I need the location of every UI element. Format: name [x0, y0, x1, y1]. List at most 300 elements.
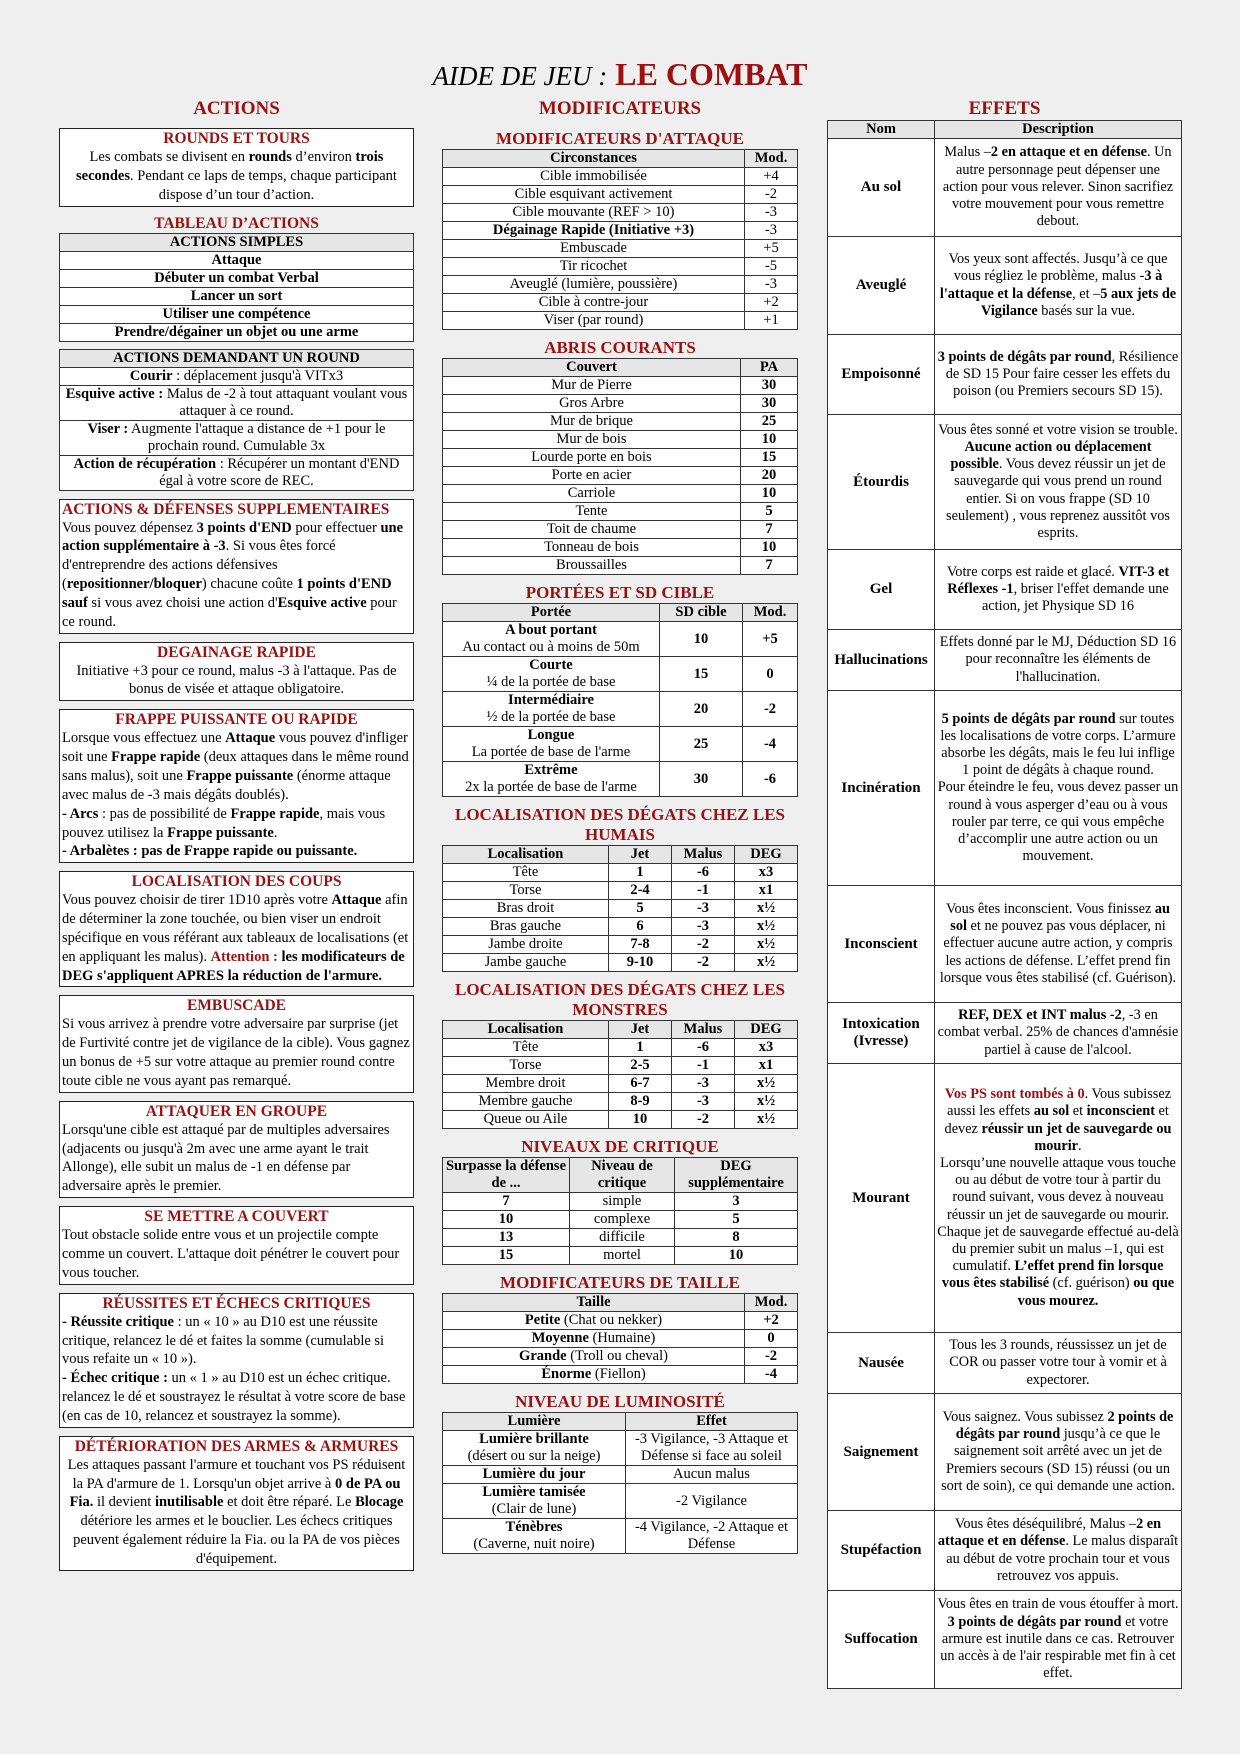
table-cell: -3: [672, 918, 735, 936]
embuscade-text: Si vous arrivez à prendre votre adversaire par surprise (jet de Furtivité contre jet de vigilance de la cible). Vous gagnez un bonus de +5 sur votre attaque au premier round contre toute cible ne vous ayant pas remarqué.: [62, 1016, 410, 1089]
modificateurs-column: [442, 98, 798, 1554]
table-row: [443, 918, 798, 936]
table-cell: 2-4: [609, 882, 672, 900]
modificateurs-heading: MODIFICATEURS: [538, 98, 702, 119]
table-cell: Mur de Pierre: [443, 377, 741, 395]
frappe-title: FRAPPE PUISSANTE OU RAPIDE: [115, 711, 358, 729]
table-row: [443, 1312, 798, 1330]
table-cell: Lumière du jour: [443, 1466, 626, 1484]
table-row: [443, 657, 798, 692]
table-header: DEG: [735, 846, 798, 864]
locs-attention: Attention :: [210, 948, 278, 965]
table-row: [443, 1229, 798, 1247]
effet-row: [828, 691, 1182, 886]
table-header: Couvert: [443, 359, 741, 377]
effet-row: [828, 139, 1182, 237]
table-header: PA: [741, 359, 798, 377]
table-row: [443, 539, 798, 557]
rounds-box: [59, 128, 414, 207]
table-cell: x½: [735, 954, 798, 972]
table-cell: +2: [745, 294, 798, 312]
table-cell: 10: [741, 485, 798, 503]
table-row: [443, 395, 798, 413]
table-cell: -3: [672, 1093, 735, 1111]
table-cell: 15: [443, 1247, 570, 1265]
table-row: [443, 1111, 798, 1129]
simples-head: ACTIONS SIMPLES: [60, 233, 414, 251]
frappe-arbaletes: - Arbalètes : pas de Frappe rapide ou puissante.: [62, 843, 358, 860]
table-cell: Bras gauche: [443, 918, 609, 936]
frappe-box: [59, 709, 414, 863]
effet-desc: Vous saignez. Vous subissez 2 points de dégâts par round jusqu’à ce que le saignement soit arrêté avec un jet de Premiers secours (SD 15) réussi (ou un sort de soin), ce qui demande une action.: [935, 1394, 1182, 1511]
table-cell: Moyenne (Humaine): [443, 1330, 745, 1348]
effet-name: Suffocation: [828, 1591, 935, 1689]
simple-action-row: Attaque: [60, 251, 414, 269]
table-cell: simple: [570, 1193, 675, 1211]
table-cell: -4: [743, 727, 798, 762]
table-cell: 7: [741, 521, 798, 539]
effet-desc: 3 points de dégâts par round, Résilience de SD 15 Pour faire cesser les effets du poison (ou Premiers secours SD 15).: [935, 335, 1182, 415]
table-cell: Gros Arbre: [443, 395, 741, 413]
table-cell: Toit de chaume: [443, 521, 741, 539]
table-cell: Torse: [443, 882, 609, 900]
table-cell: 5: [675, 1211, 798, 1229]
table-header: SD cible: [660, 604, 743, 622]
table-cell: -3: [672, 1075, 735, 1093]
table-header: Mod.: [745, 150, 798, 168]
table-cell: x½: [735, 918, 798, 936]
table-cell: Ténèbres (Caverne, nuit noire): [443, 1519, 626, 1554]
table-row: [443, 1519, 798, 1554]
table-cell: Intermédiaire ½ de la portée de base: [443, 692, 660, 727]
actions-heading: ACTIONS: [193, 98, 280, 119]
table-cell: 15: [741, 449, 798, 467]
table-cell: -6: [672, 864, 735, 882]
table-cell: 30: [660, 762, 743, 797]
table-row: [443, 882, 798, 900]
table-cell: +1: [745, 312, 798, 330]
effet-row: [828, 237, 1182, 335]
groupe-title: ATTAQUER EN GROUPE: [145, 1102, 328, 1120]
locs-text: Vous pouvez choisir de tirer 1D10 après votre Attaque afin de déterminer la zone touchée, ou bien viser un endroit spécifique en vous référant aux tableaux de localisations (et en appliquant les malus). Attention : les modificateurs de DEG s'appliquent APRES la réduction de l'armure.: [62, 892, 409, 984]
couvert-title: SE METTRE A COUVERT: [144, 1208, 329, 1226]
table-cell: -3: [745, 204, 798, 222]
table-cell: Cible mouvante (REF > 10): [443, 204, 745, 222]
supp-text: Vous pouvez dépensez 3 points d'END pour effectuer une action supplémentaire à -3. Si vous êtes forcé d'entreprendre des actions défensives (repositionner/bloquer) chacune coûte 1 points d'END sauf si vous avez choisi une action d'Esquive active pour ce round.: [62, 519, 404, 630]
table-cell: 20: [741, 467, 798, 485]
effet-desc: Vous êtes déséquilibré, Malus –2 en attaque et en défense. Le malus disparaît au début de votre prochain tour et vous retrouvez vos appuis.: [935, 1511, 1182, 1591]
table-cell: -2: [672, 936, 735, 954]
table-cell: Cible à contre-jour: [443, 294, 745, 312]
effet-name: Stupéfaction: [828, 1511, 935, 1591]
title-main: LE COMBAT: [615, 56, 808, 92]
table-cell: difficile: [570, 1229, 675, 1247]
critiques-title: RÉUSSITES ET ÉCHECS CRITIQUES: [102, 1294, 371, 1312]
table-row: [443, 258, 798, 276]
table-cell: x½: [735, 1111, 798, 1129]
frappe-text: Lorsque vous effectuez une Attaque vous pouvez d'infliger soit une Frappe rapide (deux attaques dans le même round sans malus), soit une Frappe puissante (énorme attaque avec malus de -3 mais dégâts doublés).: [62, 730, 409, 803]
table-row: [443, 1366, 798, 1384]
title-prefix: AIDE DE JEU :: [432, 61, 608, 91]
effet-desc: Vous êtes sonné et votre vision se trouble. Aucune action ou déplacement possible. Vous devez réussir un jet de sauvegarde qui vous prend un round entier. Si on vous frappe (SD 10 seulement) , vous reprenez aussitôt vos esprits.: [935, 415, 1182, 550]
table-row: [443, 1193, 798, 1211]
table-header: Mod.: [745, 1294, 798, 1312]
table-cell: x1: [735, 1057, 798, 1075]
effet-desc: Vous êtes inconscient. Vous finissez au sol et ne pouvez pas vous déplacer, ni effectuer aucune autre action, y compris les actions de défense. L’effet prend fin lorsque vous êtes stabilisé (cf. Guérison).: [935, 886, 1182, 1003]
table-row: [443, 276, 798, 294]
table-cell: 10: [741, 539, 798, 557]
table-cell: 13: [443, 1229, 570, 1247]
effets-header-desc: Description: [935, 121, 1182, 139]
table-header: Lumière: [443, 1413, 626, 1431]
lumi-title: NIVEAU DE LUMINOSITÉ: [515, 1392, 725, 1411]
table-row: [443, 204, 798, 222]
table-cell: 10: [660, 622, 743, 657]
table-header: Malus: [672, 846, 735, 864]
table-cell: 6: [609, 918, 672, 936]
supp-title: ACTIONS & DÉFENSES SUPPLEMENTAIRES: [62, 500, 390, 518]
degainage-box: [59, 642, 414, 702]
table-header: Portée: [443, 604, 660, 622]
effet-desc: Votre corps est raide et glacé. VIT-3 et Réflexes -1, briser l'effet demande une action, jet Physique SD 16: [935, 550, 1182, 630]
table-cell: 10: [609, 1111, 672, 1129]
effet-name: Saignement: [828, 1394, 935, 1511]
table-row: [443, 692, 798, 727]
effet-name: Nausée: [828, 1333, 935, 1394]
table-cell: -2 Vigilance: [626, 1484, 798, 1519]
rounds-title: ROUNDS ET TOURS: [163, 130, 310, 147]
supp-box: [59, 499, 414, 634]
effet-name: Gel: [828, 550, 935, 630]
table-row: [443, 1466, 798, 1484]
effets-column: [827, 98, 1182, 1689]
groupe-text: Lorsqu'une cible est attaqué par de multiples adversaires (adjacents ou jusqu'à 2m avec une arme ayant le trait Allonge), elle subit un malus de -1 en défense par adversaire après le premier.: [62, 1121, 390, 1195]
degainage-title: DEGAINAGE RAPIDE: [157, 643, 316, 661]
effet-name: Inconscient: [828, 886, 935, 1003]
table-cell: Bras droit: [443, 900, 609, 918]
taille-title: MODIFICATEURS DE TAILLE: [500, 1273, 740, 1292]
table-cell: Jambe gauche: [443, 954, 609, 972]
table-cell: Tir ricochet: [443, 258, 745, 276]
table-cell: x½: [735, 936, 798, 954]
effet-name: Empoisonné: [828, 335, 935, 415]
table-cell: -4: [745, 1366, 798, 1384]
lumi-table: [442, 1412, 798, 1554]
effet-name: Intoxication (Ivresse): [828, 1003, 935, 1064]
critiques-reussite: - Réussite critique : un « 10 » au D10 est une réussite critique, relancez le dé et faites la somme (cumulable si vous refaite un « 10 »).: [62, 1313, 385, 1368]
table-row: [443, 377, 798, 395]
critique-title: NIVEAUX DE CRITIQUE: [521, 1137, 719, 1156]
table-header: Effet: [626, 1413, 798, 1431]
critique-table: [442, 1157, 798, 1265]
simple-action-row: Prendre/dégainer un objet ou une arme: [60, 323, 414, 341]
taille-table: [442, 1293, 798, 1384]
table-cell: x½: [735, 1075, 798, 1093]
effets-heading: EFFETS: [968, 98, 1041, 119]
effet-desc: REF, DEX et INT malus -2, -3 en combat verbal. 25% de chances d'amnésie partiel à cause de l'alcool.: [935, 1003, 1182, 1064]
round-head: ACTIONS DEMANDANT UN ROUND: [60, 349, 414, 367]
effet-row: [828, 1394, 1182, 1511]
table-cell: Lumière brillante (désert ou sur la neige): [443, 1431, 626, 1466]
table-row: [443, 431, 798, 449]
groupe-box: [59, 1101, 414, 1198]
deterioration-text: Les attaques passant l'armure et touchant vos PS réduisent la PA d'armure de 1. Lorsqu'un objet arrive à 0 de PA ou Fia. il devient inutilisable et doit être réparé. Le Blocage détériore les armes et le bouclier. Les échecs critiques peuvent également réduire la Fia. ou la PA de vos pièces d'équipement.: [67, 1456, 406, 1567]
effet-row: [828, 1333, 1182, 1394]
table-cell: complexe: [570, 1211, 675, 1229]
table-cell: 7-8: [609, 936, 672, 954]
table-row: [443, 312, 798, 330]
table-cell: 10: [741, 431, 798, 449]
deterioration-title: DÉTÉRIORATION DES ARMES & ARMURES: [74, 1437, 399, 1455]
table-cell: -2: [745, 186, 798, 204]
effet-desc: Vous êtes en train de vous étouffer à mort. 3 points de dégâts par round et votre armure est inutile dans ce cas. Retrouver un accès à de l'air respirable met fin à cet effet.: [935, 1591, 1182, 1689]
effet-name: Hallucinations: [828, 630, 935, 691]
table-cell: 1: [609, 1039, 672, 1057]
effet-desc: 5 points de dégâts par round sur toutes les localisations de votre corps. L’armure absorbe les dégâts, mais le feu lui inflige 1 point de dégâts à chaque round. Pour éteindre le feu, vous devez passer un round à vous asperger d’eau ou à vous rouler par terre, ce qui vous empêche d’accomplir une autre action ou un mouvement.: [935, 691, 1182, 886]
table-row: [443, 936, 798, 954]
table-cell: Grande (Troll ou cheval): [443, 1348, 745, 1366]
table-cell: 8: [675, 1229, 798, 1247]
deterioration-box: [59, 1436, 414, 1571]
tableau-title: TABLEAU D’ACTIONS: [154, 214, 319, 232]
table-cell: Aucun malus: [626, 1466, 798, 1484]
embuscade-title: EMBUSCADE: [186, 997, 287, 1015]
table-header: DEG: [735, 1021, 798, 1039]
table-row: [443, 1484, 798, 1519]
table-cell: 3: [675, 1193, 798, 1211]
table-cell: -1: [672, 882, 735, 900]
loc-monstres-table: [442, 1020, 798, 1129]
round-action-row: Esquive active : Malus de -2 à tout attaquant voulant vous attaquer à ce round.: [60, 385, 414, 420]
locs-attention-text: les modificateurs de DEG s'appliquent APRES la réduction de l'armure.: [62, 948, 405, 984]
table-cell: Tonneau de bois: [443, 539, 741, 557]
effet-name: Mourant: [828, 1064, 935, 1333]
table-cell: x1: [735, 882, 798, 900]
table-row: [443, 294, 798, 312]
table-cell: Petite (Chat ou nekker): [443, 1312, 745, 1330]
table-cell: Lumière tamisée (Clair de lune): [443, 1484, 626, 1519]
table-cell: -4 Vigilance, -2 Attaque et Défense: [626, 1519, 798, 1554]
effets-header-nom: Nom: [828, 121, 935, 139]
frappe-arcs: - Arcs : pas de possibilité de Frappe rapide, mais vous pouvez utilisez la Frappe puissante.: [62, 805, 386, 841]
effet-name: Aveuglé: [828, 237, 935, 335]
table-row: [443, 485, 798, 503]
table-cell: Aveuglé (lumière, poussière): [443, 276, 745, 294]
table-row: [443, 222, 798, 240]
table-header: Taille: [443, 1294, 745, 1312]
effet-row: [828, 1003, 1182, 1064]
table-cell: Mur de brique: [443, 413, 741, 431]
table-header: Niveau de critique: [570, 1158, 675, 1193]
abris-table: [442, 358, 798, 575]
effet-row: [828, 1591, 1182, 1689]
effet-row: [828, 415, 1182, 550]
table-cell: 10: [675, 1247, 798, 1265]
table-header: Malus: [672, 1021, 735, 1039]
table-cell: Broussailles: [443, 557, 741, 575]
couvert-box: [59, 1206, 414, 1285]
table-cell: 9-10: [609, 954, 672, 972]
table-cell: +5: [745, 240, 798, 258]
table-header: Jet: [609, 846, 672, 864]
table-cell: -1: [672, 1057, 735, 1075]
table-cell: 15: [660, 657, 743, 692]
table-row: [443, 503, 798, 521]
actions-column: [59, 98, 414, 1571]
simple-action-row: Débuter un combat Verbal: [60, 269, 414, 287]
table-row: [443, 954, 798, 972]
table-cell: -2: [745, 1348, 798, 1366]
table-cell: 30: [741, 377, 798, 395]
effet-desc: Tous les 3 rounds, réussissez un jet de COR ou passer votre tour à vomir et à expectorer.: [935, 1333, 1182, 1394]
table-cell: Lourde porte en bois: [443, 449, 741, 467]
table-cell: mortel: [570, 1247, 675, 1265]
table-row: [443, 900, 798, 918]
embuscade-box: [59, 995, 414, 1092]
table-cell: Cible immobilisée: [443, 168, 745, 186]
page-title: [0, 58, 1240, 90]
effet-desc: Effets donné par le MJ, Déduction SD 16 pour reconnaître les éléments de l'hallucination.: [935, 630, 1182, 691]
effet-desc: Vos PS sont tombés à 0. Vous subissez aussi les effets au sol et inconscient et devez réussir un jet de sauvegarde ou mourir. Lorsqu’une nouvelle attaque vous touche ou au début de votre tour à partir du round suivant, vous devez à nouveau réussir un jet de sauvegarde ou mourir. Chaque jet de sauvegarde effectué au-delà du premier subit un malus –1, qui est cumulatif. L’effet prend fin lorsque vous êtes stabilisé (cf. guérison) ou que vous mourez.: [935, 1064, 1182, 1333]
couvert-text: Tout obstacle solide entre vous et un projectile compte comme un couvert. L'attaque doit pénétrer le couvert pour vous toucher.: [62, 1227, 400, 1281]
table-cell: +4: [745, 168, 798, 186]
effet-row: [828, 630, 1182, 691]
table-header: Mod.: [743, 604, 798, 622]
table-cell: Tête: [443, 864, 609, 882]
locs-box: [59, 871, 414, 987]
effet-name: Incinération: [828, 691, 935, 886]
simple-action-row: Utiliser une compétence: [60, 305, 414, 323]
table-header: Localisation: [443, 846, 609, 864]
table-cell: 10: [443, 1211, 570, 1229]
table-header: Circonstances: [443, 150, 745, 168]
simple-action-row: Lancer un sort: [60, 287, 414, 305]
round-action-row: Courir : déplacement jusqu'à VITx3: [60, 367, 414, 385]
table-cell: 20: [660, 692, 743, 727]
attaque-table: [442, 149, 798, 330]
table-row: [443, 1330, 798, 1348]
table-cell: Mur de bois: [443, 431, 741, 449]
table-cell: 7: [741, 557, 798, 575]
effet-row: [828, 335, 1182, 415]
table-row: [443, 1247, 798, 1265]
effet-name: Étourdis: [828, 415, 935, 550]
portees-title: PORTÉES ET SD CIBLE: [525, 583, 715, 602]
critiques-box: [59, 1293, 414, 1428]
table-cell: x½: [735, 900, 798, 918]
effet-row: [828, 1511, 1182, 1591]
table-cell: Jambe droite: [443, 936, 609, 954]
locs-title: LOCALISATION DES COUPS: [131, 873, 342, 891]
table-cell: Énorme (Fiellon): [443, 1366, 745, 1384]
actions-simples-table: [59, 233, 414, 342]
table-cell: +2: [745, 1312, 798, 1330]
table-cell: Longue La portée de base de l'arme: [443, 727, 660, 762]
table-cell: 8-9: [609, 1093, 672, 1111]
effet-desc: Vos yeux sont affectés. Jusqu’à ce que vous régliez le problème, malus -3 à l'attaque et la défense, et –5 aux jets de Vigilance basés sur la vue.: [935, 237, 1182, 335]
effet-row: [828, 1064, 1182, 1333]
actions-round-table: [59, 349, 414, 491]
table-cell: x3: [735, 1039, 798, 1057]
table-header: Localisation: [443, 1021, 609, 1039]
table-header: DEG supplémentaire: [675, 1158, 798, 1193]
table-cell: -3 Vigilance, -3 Attaque et Défense si face au soleil: [626, 1431, 798, 1466]
critiques-echec: - Échec critique : un « 1 » au D10 est un échec critique. relancez le dé et soustrayez le résultat à votre score de base (en cas de 10, relancez et soustrayez la somme).: [62, 1370, 406, 1424]
table-cell: Courte ¼ de la portée de base: [443, 657, 660, 692]
table-cell: 5: [741, 503, 798, 521]
table-row: [443, 1075, 798, 1093]
table-cell: -3: [745, 276, 798, 294]
table-cell: 1: [609, 864, 672, 882]
table-cell: Torse: [443, 1057, 609, 1075]
round-action-row: Action de récupération : Récupérer un montant d'END égal à votre score de REC.: [60, 455, 414, 490]
table-cell: +5: [743, 622, 798, 657]
loc-monstres-title: LOCALISATION DES DÉGATS CHEZ LES MONSTRES: [454, 980, 786, 1019]
table-row: [443, 186, 798, 204]
table-cell: Porte en acier: [443, 467, 741, 485]
table-row: [443, 240, 798, 258]
table-row: [443, 1431, 798, 1466]
table-cell: 30: [741, 395, 798, 413]
table-cell: Extrême 2x la portée de base de l'arme: [443, 762, 660, 797]
table-cell: 2-5: [609, 1057, 672, 1075]
table-header: Surpasse la défense de ...: [443, 1158, 570, 1193]
table-row: [443, 864, 798, 882]
round-action-row: Viser : Augmente l'attaque a distance de +1 pour le prochain round. Cumulable 3x: [60, 420, 414, 455]
loc-humains-table: [442, 845, 798, 972]
effets-table: [827, 120, 1182, 1689]
table-cell: A bout portant Au contact ou à moins de 50m: [443, 622, 660, 657]
table-row: [443, 168, 798, 186]
table-cell: Queue ou Aile: [443, 1111, 609, 1129]
portees-table: [442, 603, 798, 797]
table-cell: 25: [660, 727, 743, 762]
table-header: Jet: [609, 1021, 672, 1039]
rounds-text: Les combats se divisent en rounds d’environ trois secondes. Pendant ce laps de temps, chaque participant dispose d’un tour d’action.: [76, 149, 397, 203]
table-cell: -2: [743, 692, 798, 727]
abris-title: ABRIS COURANTS: [544, 338, 696, 357]
effet-name: Au sol: [828, 139, 935, 237]
table-row: [443, 413, 798, 431]
table-row: [443, 1057, 798, 1075]
table-row: [443, 1093, 798, 1111]
table-cell: 0: [743, 657, 798, 692]
degainage-text: Initiative +3 pour ce round, malus -3 à l'attaque. Pas de bonus de visée et attaque obligatoire.: [76, 662, 397, 698]
table-cell: 0: [745, 1330, 798, 1348]
table-cell: Cible esquivant activement: [443, 186, 745, 204]
attaque-title: MODIFICATEURS D'ATTAQUE: [496, 129, 744, 148]
table-cell: Carriole: [443, 485, 741, 503]
table-cell: x3: [735, 864, 798, 882]
table-cell: -6: [743, 762, 798, 797]
table-cell: x½: [735, 1093, 798, 1111]
table-row: [443, 521, 798, 539]
table-row: [443, 762, 798, 797]
table-cell: Tente: [443, 503, 741, 521]
table-cell: -2: [672, 954, 735, 972]
table-cell: 25: [741, 413, 798, 431]
table-cell: Embuscade: [443, 240, 745, 258]
table-row: [443, 449, 798, 467]
table-cell: 6-7: [609, 1075, 672, 1093]
table-cell: Tête: [443, 1039, 609, 1057]
table-cell: Viser (par round): [443, 312, 745, 330]
table-cell: 5: [609, 900, 672, 918]
table-cell: -2: [672, 1111, 735, 1129]
table-row: [443, 1348, 798, 1366]
effet-row: [828, 550, 1182, 630]
table-cell: Dégainage Rapide (Initiative +3): [443, 222, 745, 240]
